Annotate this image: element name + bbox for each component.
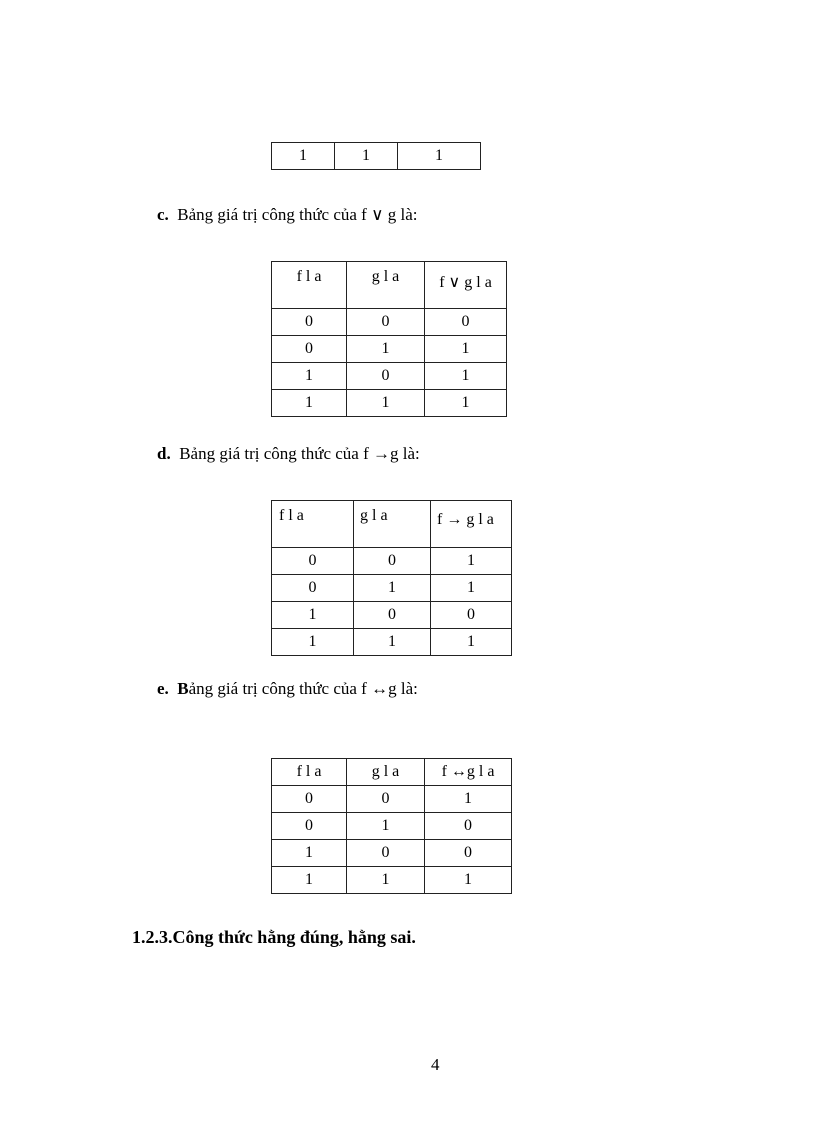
truth-table-implies — [271, 500, 512, 656]
caption-bold-letter: B — [177, 679, 189, 698]
table-cell: 1 — [335, 143, 398, 170]
table-cell: 1 — [431, 629, 512, 656]
table-cell: 1 — [347, 813, 425, 840]
table-row — [272, 840, 512, 867]
table-cell: 0 — [272, 786, 347, 813]
table-cell: 0 — [347, 840, 425, 867]
table-row — [272, 390, 507, 417]
table-cell: 1 — [425, 363, 507, 390]
table-cell: 1 — [431, 548, 512, 575]
table-cell: 0 — [425, 840, 512, 867]
table-cell: 1 — [425, 786, 512, 813]
table-cell: 1 — [425, 336, 507, 363]
table-cell: 0 — [272, 813, 347, 840]
table-row — [272, 867, 512, 894]
top-table — [271, 142, 481, 170]
table-cell: 1 — [354, 629, 431, 656]
table-row — [272, 309, 507, 336]
header-cell: f → g l a — [431, 501, 512, 548]
table-row — [272, 336, 507, 363]
header-cell: f l a — [272, 759, 347, 786]
table-cell: 0 — [354, 548, 431, 575]
table-cell: 1 — [347, 336, 425, 363]
header-cell: f l a — [272, 262, 347, 309]
table-header-row — [272, 501, 512, 548]
caption-label: d. — [157, 444, 171, 463]
page-number: 4 — [431, 1055, 440, 1074]
table-cell: 1 — [272, 143, 335, 170]
table-cell: 1 — [425, 390, 507, 417]
table-cell: 1 — [272, 840, 347, 867]
table-row — [272, 548, 512, 575]
table-cell: 0 — [272, 336, 347, 363]
table-cell: 0 — [272, 548, 354, 575]
table-cell: 0 — [425, 309, 507, 336]
header-cell: f ↔g l a — [425, 759, 512, 786]
table-header-row — [272, 262, 507, 309]
section-heading: 1.2.3.Công thức hằng đúng, hằng sai. — [132, 927, 416, 947]
table-cell: 1 — [272, 867, 347, 894]
table-row — [272, 143, 481, 170]
caption-d — [157, 444, 420, 464]
table-cell: 0 — [425, 813, 512, 840]
table-cell: 0 — [354, 602, 431, 629]
table-row — [272, 813, 512, 840]
truth-table-or — [271, 261, 507, 417]
truth-table-iff — [271, 758, 512, 894]
caption-text: ảng giá trị công thức của f ↔g là: — [188, 679, 418, 698]
caption-text: Bảng giá trị công thức của f ∨ g là: — [177, 205, 418, 224]
table-cell: 1 — [398, 143, 481, 170]
table-header-row — [272, 759, 512, 786]
caption-text: Bảng giá trị công thức của f →g là: — [179, 444, 420, 463]
header-cell: g l a — [347, 262, 425, 309]
caption-label: c. — [157, 205, 169, 224]
table-cell: 0 — [431, 602, 512, 629]
table-cell: 1 — [431, 575, 512, 602]
table-row — [272, 363, 507, 390]
table-row — [272, 786, 512, 813]
header-cell: g l a — [347, 759, 425, 786]
header-cell: g l a — [354, 501, 431, 548]
table-cell: 1 — [347, 867, 425, 894]
table-cell: 1 — [272, 602, 354, 629]
table-cell: 0 — [347, 309, 425, 336]
table-cell: 1 — [272, 363, 347, 390]
table-cell: 1 — [272, 390, 347, 417]
caption-c — [157, 205, 418, 225]
table-cell: 1 — [354, 575, 431, 602]
header-cell: f ∨ g l a — [425, 262, 507, 309]
table-cell: 1 — [272, 629, 354, 656]
table-cell: 0 — [272, 309, 347, 336]
table-cell: 0 — [347, 786, 425, 813]
caption-label: e. — [157, 679, 169, 698]
table-cell: 1 — [425, 867, 512, 894]
header-cell: f l a — [272, 501, 354, 548]
table-row — [272, 629, 512, 656]
table-cell: 0 — [347, 363, 425, 390]
table-cell: 1 — [347, 390, 425, 417]
caption-e — [157, 679, 418, 699]
table-row — [272, 575, 512, 602]
table-row — [272, 602, 512, 629]
table-cell: 0 — [272, 575, 354, 602]
